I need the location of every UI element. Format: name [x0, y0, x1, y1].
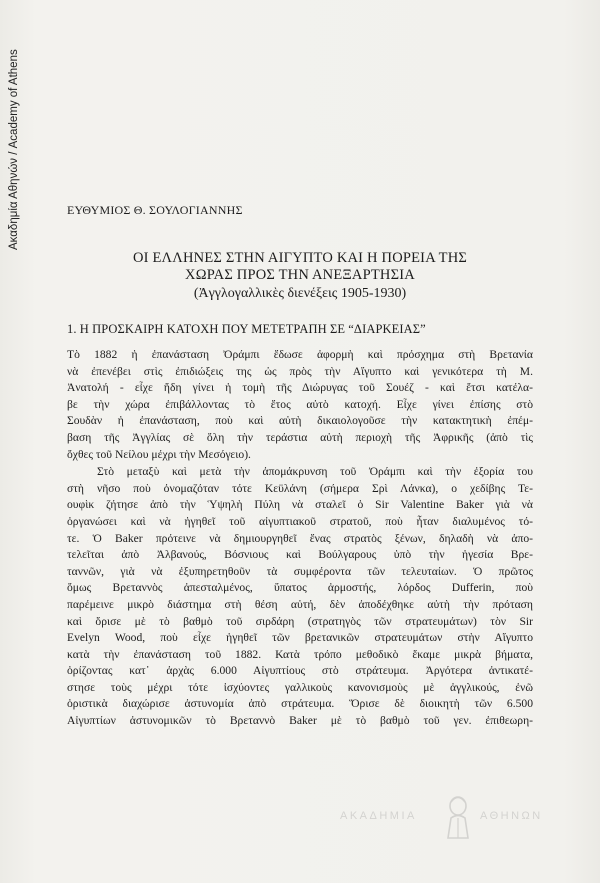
text-line: Σουδὰν ἡ ἐπανάσταση, ποὺ καὶ αὐτὴ δικαιολογοῦσε τὴν κατακτητικὴ ἐπέμ-	[67, 414, 533, 428]
paragraph-1	[67, 347, 533, 463]
text-line: τελεῖται ἀπὸ Ἀλβανούς, Βόσνιους καὶ Βούλγαρους ὑπὸ τὴν ἡγεσία Βρε-	[67, 548, 533, 562]
author-name: ΕΥΘΥΜΙΟΣ Θ. ΣΟΥΛΟΓΙΑΝΝΗΣ	[67, 203, 243, 217]
text-line: ὄχθες τοῦ Νείλου μέχρι τὴν Μεσόγειο).	[67, 447, 251, 461]
watermark-right-word: ΑΘΗΝΩΝ	[480, 810, 543, 822]
text-line: Τὸ 1882 ἡ ἐπανάσταση Ὀράμπι ἔδωσε ἀφορμὴ καὶ πρόσχημα στὴ Βρετανία	[67, 348, 533, 361]
text-line: ὁριστικὰ διαχώρισε ἀστυνομία ἀπὸ στράτευμα. Ὅρισε δὲ διοικητὴ τῶν 6.500	[67, 697, 533, 711]
academy-watermark	[340, 790, 570, 850]
text-line: παρέμεινε μικρὸ διάστημα στὴ θέση αὐτή, δὲν ἀποδέχθηκε αὐτὴ τὴν πρόταση	[67, 597, 533, 611]
section-heading: 1. Η ΠΡΟΣΚΑΙΡΗ ΚΑΤΟΧΗ ΠΟΥ ΜΕΤΕΤΡΑΠΗ ΣΕ “ΔΙΑΡΚΕΙΑΣ”	[67, 322, 426, 336]
text-line: Αἰγυπτίων ἀστυνομικῶν τὸ Βρεταννὸ Baker μὲ τὸ βαθμὸ τοῦ γεν. ἐπιθεωρη-	[67, 714, 533, 728]
text-line: ὅμως Βρεταννὸς ἀπεσταλμένος, ὕπατος ἁρμοστής, λόρδος Dufferin, ποὺ	[67, 581, 533, 595]
text-line: στησε τοὺς μέχρι τότε ἰσχύοντες γαλλικοὺς κανονισμοὺς μὲ ἀγγλικούς, ἐνῶ	[67, 680, 533, 694]
text-line: ταννῶν, γιὰ νὰ ἐξυπηρετηθοῦν τὰ συμφέροντα τῶν τελευταίων. Ὁ πρῶτος	[67, 564, 533, 578]
body-text	[67, 347, 533, 730]
text-line: Ἀνατολή - εἶχε ἤδη γίνει ἡ τομὴ τῆς Διώρυγας τοῦ Σουέζ - καὶ ἔτσι κατέλα-	[67, 381, 533, 395]
athena-emblem-icon	[442, 794, 474, 840]
text-line: καὶ ὅρισε μὲ τὸ βαθμὸ τοῦ σιρδάρη (στρατηγὸς τῶν στρατευμάτων) τὸν Sir	[67, 614, 533, 628]
text-line: ουφὶκ ζήτησε ἀπὸ τὴν Ὑψηλὴ Πύλη νὰ σταλεῖ ὁ Sir Valentine Baker γιὰ νὰ	[67, 498, 533, 512]
text-line: τε. Ὁ Baker πρότεινε νὰ δημιουργηθεῖ ἕνας στρατὸς ξένων, δηλαδὴ νὰ ἀπο-	[67, 531, 533, 545]
text-line: κατὰ τὴν ἐπανάσταση τοῦ 1882. Κατὰ τρόπο μεθοδικὸ ἔκαμε μικρὰ βήματα,	[67, 647, 533, 661]
watermark-left-word: ΑΚΑΔΗΜΙΑ	[340, 810, 417, 822]
title-block	[0, 250, 600, 303]
title-line-2: ΧΩΡΑΣ ΠΡΟΣ ΤΗΝ ΑΝΕΞΑΡΤΗΣΙΑ	[185, 267, 415, 283]
text-line: ὁρίζοντας κατ᾽ ἀρχὰς 6.000 Αἰγυπτίους στὸ στράτευμα. Ἀργότερα ἀντικατέ-	[67, 664, 533, 678]
text-line: στὴ νῆσο ποὺ ὀνομαζόταν τότε Κεϋλάνη (σήμερα Σρὶ Λάνκα), ο χεδίβης Τε-	[67, 481, 533, 495]
text-line: Στὸ μεταξὺ καὶ μετὰ τὴν ἀπομάκρυνση τοῦ Ὀράμπι καὶ τὴν ἐξορία του	[97, 465, 533, 479]
text-line: ὀργανώσει καὶ νὰ ἡγηθεῖ τοῦ αἰγυπτιακοῦ στρατοῦ, ποὺ ἦταν διαλυμένος τό-	[67, 514, 533, 528]
text-line: βε τὴν χώρα ἐπιβάλλοντας τὸ ἔτος αὐτὸ κατοχή. Εἶχε γίνει ἐπίσης στὸ	[67, 397, 533, 411]
text-line: Evelyn Wood, ποὺ εἶχε ἡγηθεῖ τῶν βρετανικῶν στρατευμάτων στὴν Αἴγυπτο	[67, 631, 533, 645]
text-line: βαση τῆς Ἀγγλίας σὲ ὅλη τὴν τεράστια αὐτὴ περιοχὴ τῆς Ἀφρικῆς (ἀπὸ τὶς	[67, 430, 533, 444]
paragraph-2	[67, 464, 533, 730]
side-caption: Ακαδημία Αθηνών / Academy of Athens	[8, 49, 20, 250]
subtitle: (Ἀγγλογαλλικὲς διενέξεις 1905-1930)	[193, 286, 407, 301]
text-line: νὰ ἐπενέβει στὶς ἐπιδιώξεις της ὡς πρὸς τὴν Αἴγυπτο καὶ γενικότερα τὴ Μ.	[67, 364, 533, 378]
title-line-1: ΟΙ ΕΛΛΗΝΕΣ ΣΤΗΝ ΑΙΓΥΠΤΟ ΚΑΙ Η ΠΟΡΕΙΑ ΤΗΣ	[132, 250, 468, 266]
